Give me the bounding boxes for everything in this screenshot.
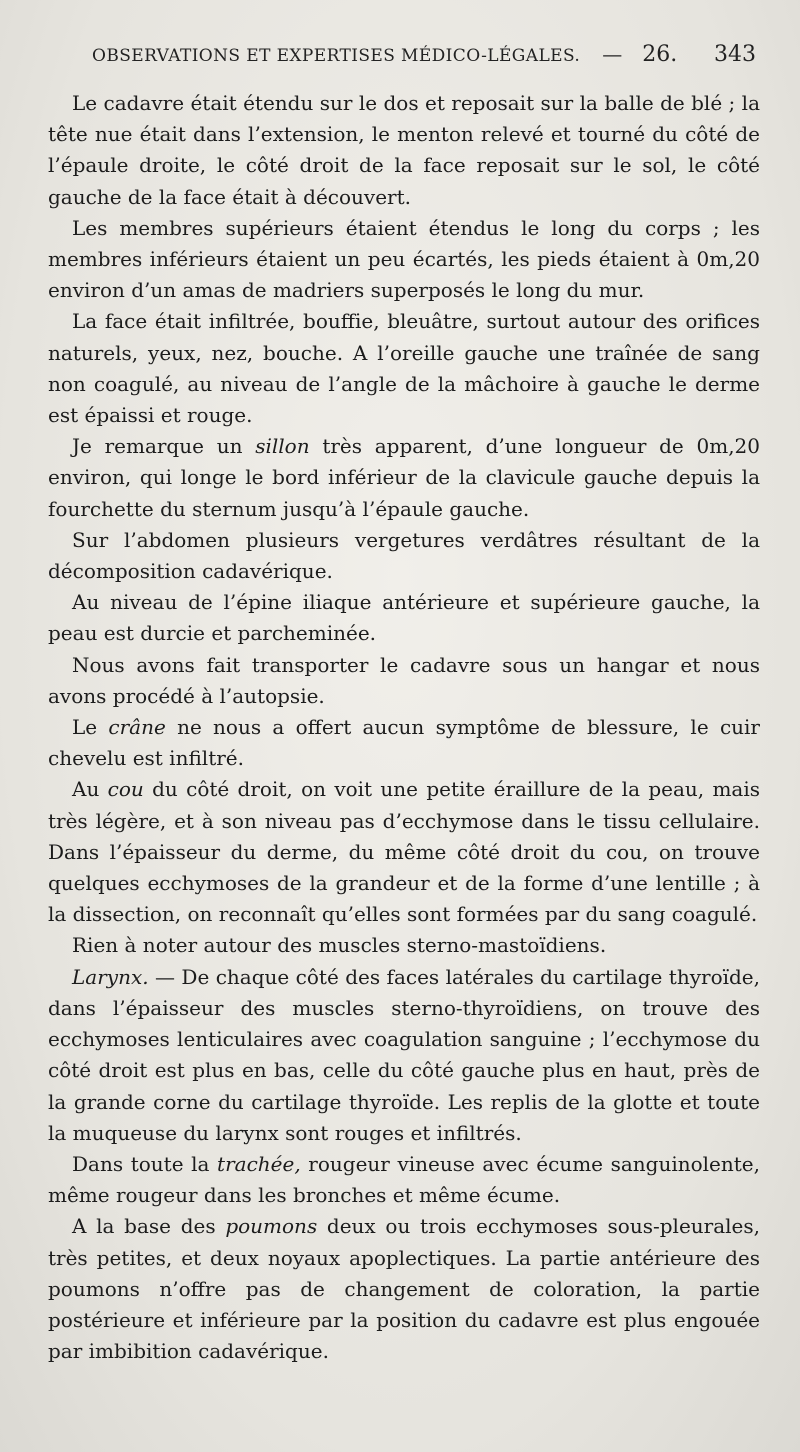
paragraph-skull-emphasis: crâne xyxy=(108,715,166,740)
paragraph-sillon-pre: Je remarque un xyxy=(72,434,256,459)
paragraph-trachea-pre: Dans toute la xyxy=(72,1151,218,1176)
paragraph-body-position: Le cadavre était étendu sur le dos et reposait sur la balle de blé ; la tête nue était dans l’extension, le menton relevé et tourné du côté de l’épaule droite, le côté droit de la face reposait sur le sol, le côté gauche de la face était à découvert. xyxy=(48,91,760,209)
paragraph-neck-emphasis: cou xyxy=(107,777,144,802)
paragraph-face: La face était infiltrée, bouffie, bleuâtre, surtout autour des orifices naturels, yeux, nez, bouche. A l’oreille gauche une traînée de sang non coagulé, au niveau de l’angle de la mâchoire à gauche le derme est épaissi et rouge. xyxy=(48,309,760,428)
paragraph-skull-post: ne nous a offert aucun symptôme de blessure, le cuir chevelu est infiltré. xyxy=(48,715,760,771)
paragraph-trachea-post: rougeur vineuse avec écume sanguinolente, même rougeur dans les bronches et même écume. xyxy=(48,1151,761,1208)
paragraph-iliac-spine: Au niveau de l’épine iliaque antérieure et supérieure gauche, la peau est durcie et parcheminée. xyxy=(48,590,760,646)
paragraph-lungs-pre: A la base des xyxy=(72,1214,226,1239)
paragraph-neck-post: du côté droit, on voit une petite éraillure de la peau, mais très légère, et à son niveau pas d’ecchymose dans le tissu cellulaire. Dans l’épaisseur du derme, du même côté droit du cou, on trouve quelques ecchymoses de la grandeur et de la forme d’une lentille ; à la dissection, on reconnaît qu’elles sont formées par du sang coagulé. xyxy=(48,777,760,927)
paragraph-lungs xyxy=(48,1211,760,1367)
page-header xyxy=(92,42,760,76)
section-number: 26. xyxy=(642,42,678,67)
paragraph-larynx-emphasis: Larynx. xyxy=(72,964,149,989)
paragraph-abdomen: Sur l’abdomen plusieurs vergetures verdâtres résultant de la décomposition cadavérique. xyxy=(48,527,760,584)
paragraph-neck xyxy=(48,774,760,930)
running-title: OBSERVATIONS ET EXPERTISES MÉDICO-LÉGALES. xyxy=(92,46,581,66)
paragraph-sillon-emphasis: sillon xyxy=(255,434,310,459)
paragraph-limbs: Les membres supérieurs étaient étendus le long du corps ; les membres inférieurs étaient un peu écartés, les pieds étaient à 0m,20 environ d’un amas de madriers superposés le long du mur. xyxy=(48,215,760,303)
paragraph-larynx-post: — De chaque côté des faces latérales du cartilage thyroïde, dans l’épaisseur des muscles sterno-thyroïdiens, on trouve des ecchymoses lenticulaires avec coagulation sanguine ; l’ecchymose du côté droit est plus en bas, celle du côté gauche plus en haut, près de la grande corne du cartilage thyroïde. Les replis de la glotte et toute la muqueuse du larynx sont rouges et infiltrés. xyxy=(48,964,760,1145)
paragraph-sterno-mastoid: Rien à noter autour des muscles sterno-mastoïdiens. xyxy=(72,933,607,958)
paragraph-autopsy: Nous avons fait transporter le cadavre sous un hangar et nous avons procédé à l’autopsie. xyxy=(48,652,760,708)
paragraph-sillon-post: très apparent, d’une longueur de 0m,20 environ, qui longe le bord inférieur de la clavicule gauche depuis la fourchette du sternum jusqu’à l’épaule gauche. xyxy=(48,434,760,521)
paragraph-trachea xyxy=(48,1149,760,1211)
paragraph-lungs-post: deux ou trois ecchymoses sous-pleurales, très petites, et deux noyaux apoplectiques. La partie antérieure des poumons n’offre pas de changement de coloration, la partie postérieure et inférieure par la position du cadavre est plus engouée par imbibition cadavérique. xyxy=(48,1214,761,1364)
paragraph-trachea-emphasis: trachée, xyxy=(217,1151,301,1176)
paragraph-sillon xyxy=(48,431,760,525)
paragraph-neck-pre: Au xyxy=(72,777,108,802)
paragraph-skull-pre: Le xyxy=(72,715,109,740)
paragraph-lungs-emphasis: poumons xyxy=(225,1214,318,1239)
header-dash: — xyxy=(602,42,623,66)
body-text xyxy=(48,88,760,1367)
paragraph-larynx xyxy=(48,962,760,1149)
page-number: 343 xyxy=(714,42,756,67)
paragraph-skull xyxy=(48,712,760,774)
